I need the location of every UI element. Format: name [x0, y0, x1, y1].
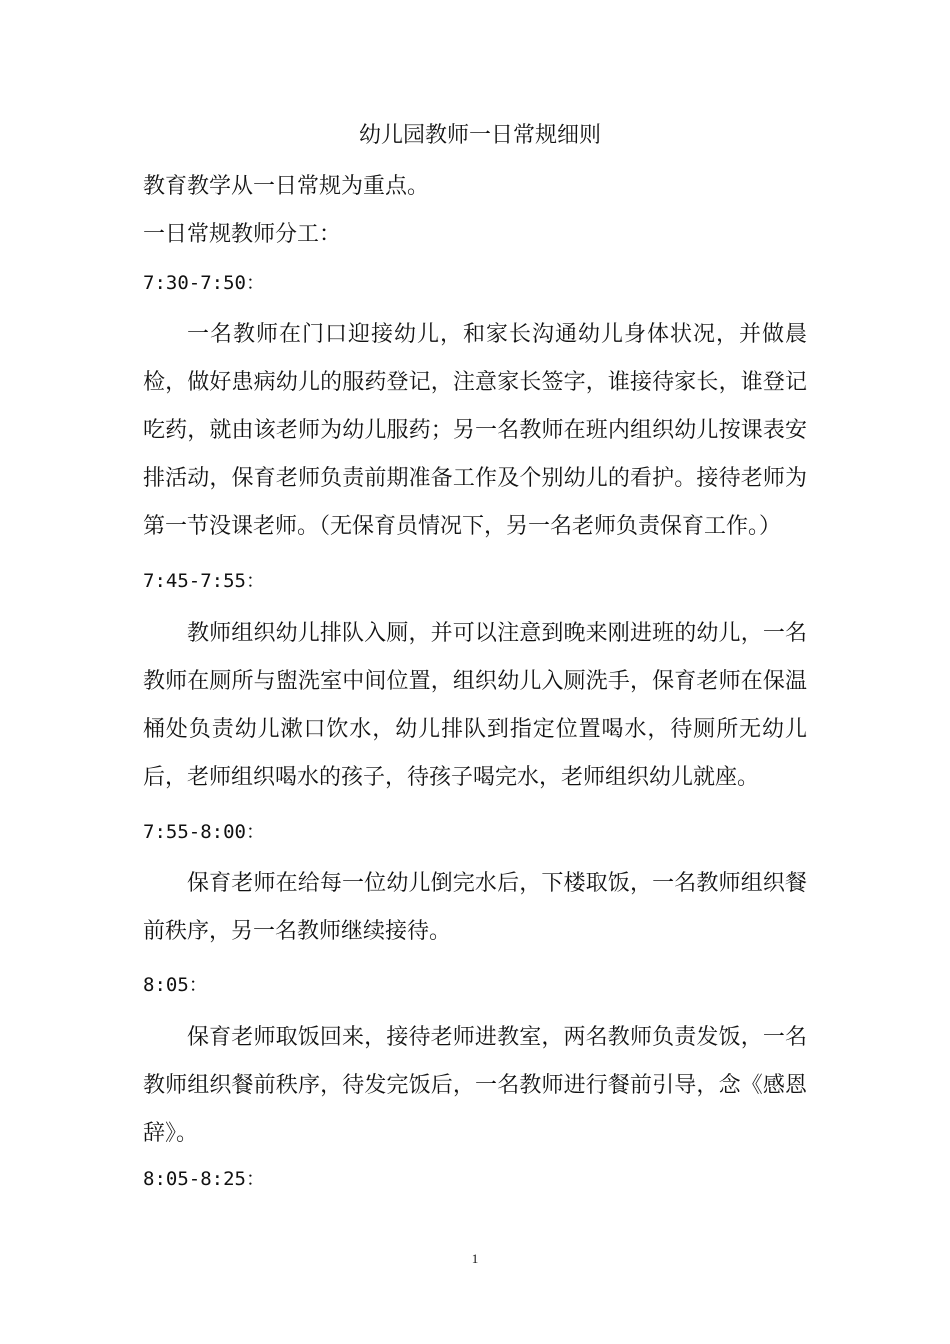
section-time: 8:05： [143, 974, 208, 996]
section-time: 8:05-8:25： [143, 1168, 265, 1190]
section-paragraph: 一名教师在门口迎接幼儿，和家长沟通幼儿身体状况，并做晨检，做好患病幼儿的服药登记，注意家长签字，谁接待家长，谁登记吃药，就由该老师为幼儿服药；另一名教师在班内组织幼儿按课表安排活动，保育老师负责前期准备工作及个别幼儿的看护。接待老师为第一节没课老师。（无保育员情况下，另一名老师负责保育工作。） [143, 322, 807, 539]
section-paragraph: 保育老师在给每一位幼儿倒完水后，下楼取饭，一名教师组织餐前秩序，另一名教师继续接待。 [143, 871, 807, 944]
section-time: 7:30-7:50： [143, 272, 265, 294]
division-heading: 一日常规教师分工： [143, 222, 342, 247]
section-time: 7:45-7:55： [143, 570, 265, 592]
section-paragraph: 教师组织幼儿排队入厕，并可以注意到晚来刚进班的幼儿，一名教师在厕所与盥洗室中间位置，组织幼儿入厕洗手，保育老师在保温桶处负责幼儿漱口饮水，幼儿排队到指定位置喝水，待厕所无幼儿后，老师组织喝水的孩子，待孩子喝完水，老师组织幼儿就座。 [143, 621, 807, 790]
page-number: 1 [471, 1251, 479, 1266]
document-title: 幼儿园教师一日常规细则 [358, 123, 601, 148]
section-time: 7:55-8:00： [143, 821, 265, 843]
section-paragraph: 保育老师取饭回来，接待老师进教室，两名教师负责发饭，一名教师组织餐前秩序，待发完饭后，一名教师进行餐前引导，念《感恩辞》。 [143, 1025, 807, 1146]
intro-line: 教育教学从一日常规为重点。 [143, 174, 430, 199]
